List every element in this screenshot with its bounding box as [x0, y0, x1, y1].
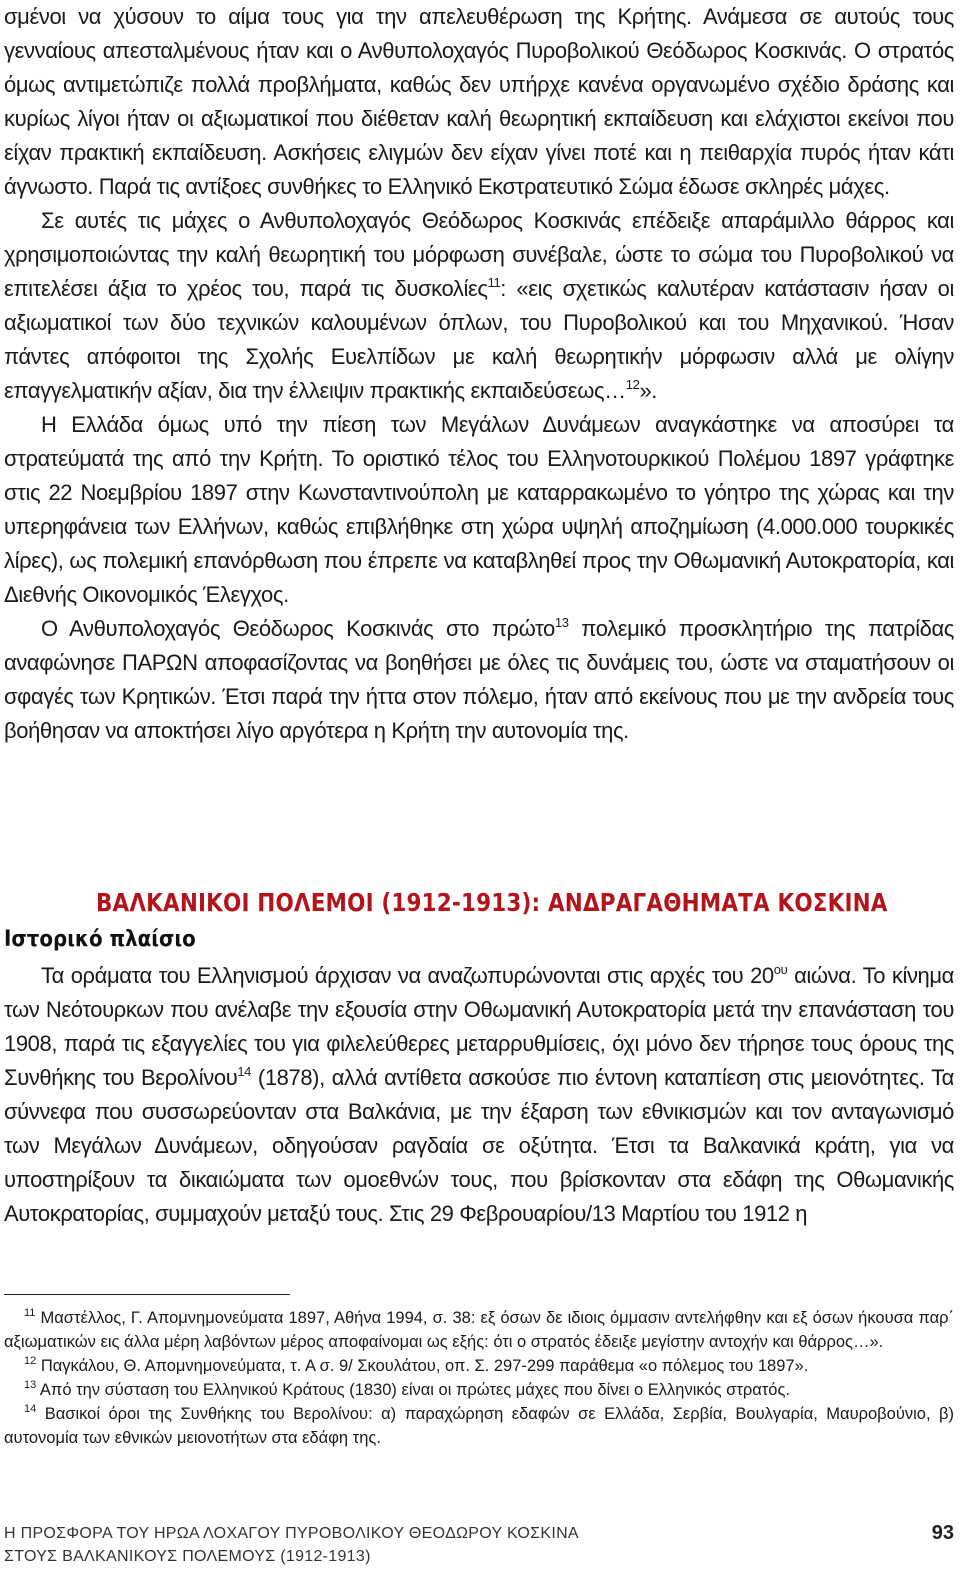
- footer-title-line-2: ΣΤΟΥΣ ΒΑΛΚΑΝΙΚΟΥΣ ΠΟΛΕΜΟΥΣ (1912-1913): [4, 1548, 371, 1565]
- footnotes: [4, 1306, 954, 1450]
- footnote-13: [4, 1378, 954, 1402]
- paragraph-4: [4, 612, 954, 748]
- footnote-number: 13: [24, 1378, 37, 1391]
- footnote-text: Από την σύσταση του Ελληνικού Κράτους (1830) είναι οι πρώτες μάχες που δίνει ο Ελληνικός στρατός.: [36, 1381, 791, 1399]
- paragraph-4-text-b: πολεμικό προσκλητήριο της πατρίδας αναφώνησε ΠΑΡΩΝ αποφασίζοντας να βοηθήσει με όλες τις δυνάμεις του, ώστε να σταματήσουν οι σφαγές των Κρητικών. Έτσι παρά την ήττα στον πόλεμο, ήταν από εκείνους που με την ανδρεία τους βοήθησαν να αποκτήσει λίγο αργότερα η Κρήτη την αυτονομία της.: [4, 616, 954, 743]
- paragraph-2-text-b: : «εις σχετικώς καλυτέραν κατάστασιν ήσαν οι αξιωματικοί των δύο τεχνικών καλουμένων όπλων, του Πυροβολικού και του Μηχανικού. Ήσαν πάντες απόφοιτοι της Σχολής Ευελπίδων με καλή θεωρητικήν μόρφωσιν αλλά με ολίγην επαγγελματικήν αξίαν, δια την έλλειψιν πρακτικής εκπαιδεύσεως…: [4, 276, 955, 403]
- footnote-14: [4, 1402, 954, 1450]
- section-title: ΒΑΛΚΑΝΙΚΟΙ ΠΟΛΕΜΟΙ (1912-1913): ΑΝΔΡΑΓΑΘΗΜΑΤΑ ΚΟΣΚΙΝΑ: [96, 888, 888, 917]
- ordinal-suffix: ου: [773, 961, 788, 977]
- footnote-ref-13[interactable]: 13: [554, 614, 569, 630]
- section-body: [4, 959, 954, 1231]
- footnote-text: Παγκάλου, Θ. Απομνημονεύματα, τ. Α σ. 9/ Σκουλάτου, οπ. Σ. 297-299 παράθεμα «ο πόλεμος του 1897».: [36, 1357, 809, 1375]
- section-paragraph-text-c: (1878), αλλά αντίθετα ασκούσε πιο έντονη καταπίεση στις μειονότητες. Τα σύννεφα που συσσωρεύονταν στα Βαλκάνια, με την έξαρση των εθνικισμών και τον ανταγωνισμό των Μεγάλων Δυνάμεων, οδηγούσαν ραγδαία σε οξύτητα. Έτσι τα Βαλκανικά κράτη, για να υποστηρίξουν τα δικαιώματα των ομοεθνών τους, που βρίσκονταν στα εδάφη της Οθωμανικής Αυτοκρατορίας, συμμαχούν μεταξύ τους. Στις 29 Φεβρουαρίου/13 Μαρτίου του 1912 η: [4, 1065, 955, 1226]
- footnote-11: [4, 1306, 954, 1354]
- footer-title-line-1: Η ΠΡΟΣΦΟΡΑ ΤΟΥ ΗΡΩΑ ΛΟΧΑΓΟΥ ΠΥΡΟΒΟΛΙΚΟΥ ΘΕΟΔΩΡΟΥ ΚΟΣΚΙΝΑ: [4, 1525, 579, 1542]
- paragraph-2: [4, 204, 954, 408]
- footnote-number: 11: [24, 1306, 36, 1319]
- section-paragraph-1: [4, 959, 954, 1231]
- paragraph-2-text-c: ».: [639, 378, 658, 403]
- footnote-ref-14[interactable]: 14: [237, 1063, 252, 1079]
- footnote-ref-11[interactable]: 11: [487, 274, 501, 290]
- footnote-number: 14: [24, 1402, 37, 1415]
- footnote-text: Βασικοί όροι της Συνθήκης του Βερολίνου: α) παραχώρηση εδαφών σε Ελλάδα, Σερβία, Βουλγαρία, Μαυροβούνιο, β) αυτονομία των εθνικών μειονοτήτων στα εδάφη της.: [4, 1405, 954, 1447]
- section-subtitle: Ιστορικό πλαίσιο: [4, 927, 196, 952]
- page-body: [4, 0, 954, 748]
- paragraph-1: σμένοι να χύσουν το αίμα τους για την απελευθέρωση της Κρήτης. Ανάμεσα σε αυτούς τους γενναίους απεσταλμένους ήταν και ο Ανθυπολοχαγός Πυροβολικού Θεόδωρος Κοσκινάς. Ο στρατός όμως αντιμετώπιζε πολλά προβλήματα, καθώς δεν υπήρχε κανένα οργανωμένο σχέδιο δράσης και κυρίως λίγοι ήταν οι αξιωματικοί που διέθεταν καλή θεωρητική εκπαίδευση και ελάχιστοι εκείνοι που είχαν πρακτική εκπαίδευση. Ασκήσεις ελιγμών δεν είχαν γίνει ποτέ και η πειθαρχία πυρός ήταν κάτι άγνωστο. Παρά τις αντίξοες συνθήκες το Ελληνικό Εκστρατευτικό Σώμα έδωσε σκληρές μάχες.: [4, 4, 954, 199]
- paragraph-4-text-a: Ο Ανθυπολοχαγός Θεόδωρος Κοσκινάς στο πρώτο: [41, 616, 555, 641]
- paragraph-3: Η Ελλάδα όμως υπό την πίεση των Μεγάλων Δυνάμεων αναγκάστηκε να αποσύρει τα στρατεύματά της από την Κρήτη. Το οριστικό τέλος του Ελληνοτουρκικού Πολέμου 1897 γράφτηκε στις 22 Νοεμβρίου 1897 στην Κωνσταντινούπολη με καταρρακωμένο το γόητρο της χώρας και την υπερηφάνεια των Ελλήνων, καθώς επιβλήθηκε στη χώρα υψηλή αποζημίωση (4.000.000 τουρκικές λίρες), ως πολεμική επανόρθωση που έπρεπε να καταβληθεί προς την Οθωμανική Αυτοκρατορία, και Διεθνής Οικονομικός Έλεγχος.: [4, 412, 954, 607]
- section-paragraph-text-b: αιώνα. Το κίνημα των Νεότουρκων που ανέλαβε την εξουσία στην Οθωμανική Αυτοκρατορία μετά την επανάσταση του 1908, παρά τις εξαγγελίες του για φιλελεύθερες μεταρρυθμίσεις, όχι μόνο δεν τήρησε τους όρους της Συνθήκης του Βερολίνου: [4, 963, 954, 1090]
- footnote-text: Μαστέλλος, Γ. Απομνημονεύματα 1897, Αθήνα 1994, σ. 38: εξ όσων δε ιδιοις όμμασιν αντελήφθην και εξ όσων ήκουσα παρ΄ αξιωματικών εις άλλα μέρη λαβόντων μέρος αποφαίνομαι ως εξής: ότι ο στρατός έδειξε μεγίστην αντοχήν και θάρρος…».: [4, 1309, 954, 1351]
- paragraph-2-text-a: Σε αυτές τις μάχες ο Ανθυπολοχαγός Θεόδωρος Κοσκινάς επέδειξε απαράμιλλο θάρρος και χρησιμοποιώντας την καλή θεωρητική του μόρφωση συνέβαλε, ώστε το σώμα του Πυροβολικού να επιτελέσει άξια το χρέος του, παρά τις δυσκολίες: [4, 208, 954, 301]
- section-paragraph-text-a: Τα οράματα του Ελληνισμού άρχισαν να αναζωπυρώνονται στις αρχές του 20: [41, 963, 774, 988]
- running-footer: [4, 1522, 954, 1568]
- footnote-number: 12: [24, 1354, 37, 1367]
- footnote-ref-12[interactable]: 12: [625, 376, 640, 392]
- footnote-divider: [4, 1294, 290, 1295]
- footnote-12: [4, 1354, 954, 1378]
- page-number: 93: [931, 1522, 954, 1544]
